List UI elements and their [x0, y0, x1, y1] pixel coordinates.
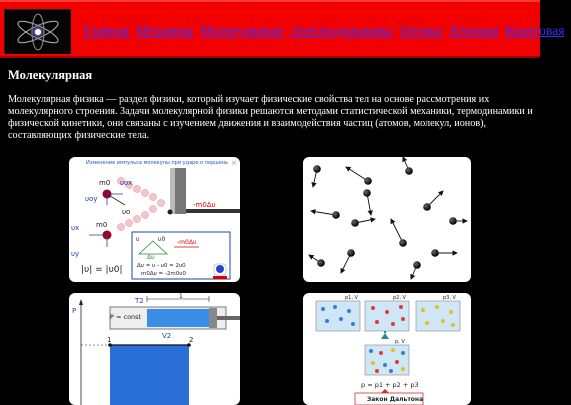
nav-link-mechanics[interactable]: Механика: [136, 23, 194, 38]
nav-link-atomic[interactable]: Атомная: [448, 23, 499, 38]
nav-link-optics[interactable]: Оптика: [399, 23, 442, 38]
dalton-equation: p = p1 + p2 + p3: [361, 381, 419, 389]
site-logo[interactable]: [4, 9, 70, 53]
vessel-2-label: p2, V: [393, 295, 406, 301]
isobaric-diagram: [69, 293, 240, 405]
mass-label-top: m0: [99, 179, 111, 187]
velocity-y-label: υy: [71, 250, 80, 258]
vector-dv-label: Δυ: [147, 254, 155, 261]
mixture-label: p, V: [395, 339, 405, 345]
main-nav: [84, 23, 571, 39]
dalton-diagram: [303, 293, 471, 405]
box-force-label: -m0Δυ: [177, 239, 197, 246]
atom-logo-icon: [5, 10, 71, 54]
equation-momentum: m0Δυ = -2m0υ0: [141, 271, 186, 277]
velocity-ox-label: υox: [120, 179, 133, 187]
pressure-const-label: P = const: [110, 313, 142, 321]
volume-label: V2: [162, 332, 172, 340]
gas-molecules-diagram: [303, 157, 471, 282]
dalton-law-label: Закон Дальтона: [367, 396, 424, 403]
intro-paragraph: Молекулярная физика — раздел физики, который изучает физические свойства тел на основе рассмотрения их молекулярного строения. Задачи молекулярной физики решаются методами статистической механики, термодинамики и физической кинетики, они связаны с изучением движения и взаимодействия частиц (атомов, молекул, ионов), составляющих физические тела.: [8, 94, 533, 141]
header-bar: [0, 0, 565, 58]
state-point-2: 2: [189, 336, 194, 344]
momentum-title: Изменение импульса молекулы при ударе о поршень: [86, 160, 229, 166]
nav-link-home[interactable]: Главная: [84, 23, 130, 38]
equation-dv: Δυ = υ - υ0 = 2υ0: [137, 263, 186, 269]
force-label: -m0Δυ: [193, 201, 216, 209]
nav-link-electrodynamics[interactable]: Электродинамика: [289, 23, 393, 38]
momentum-diagram: [69, 157, 240, 282]
vector-v0-label: υ0: [158, 236, 166, 243]
temperature-label: T2: [135, 297, 144, 305]
speed-equality: |υ| = |υ0|: [81, 265, 123, 275]
vessel-3-label: p3, V: [443, 295, 456, 301]
velocity-o-label: υo: [122, 208, 131, 216]
page-title: Молекулярная: [8, 68, 93, 82]
velocity-x-label: υx: [71, 224, 80, 232]
nav-link-quantum[interactable]: Квантовая: [505, 23, 565, 38]
thumb-momentum-diagram[interactable]: [69, 157, 240, 282]
thumb-dalton-law[interactable]: [303, 293, 471, 405]
nav-link-molecular[interactable]: Молекулярная: [200, 23, 283, 38]
thumb-isobaric-process[interactable]: [69, 293, 240, 405]
dimension-mark: 1: [179, 293, 183, 300]
vector-v-label: υ: [136, 236, 140, 243]
mass-label-bottom: m0: [96, 221, 108, 229]
vessel-1-label: p1, V: [345, 295, 358, 301]
close-icon[interactable]: ×: [231, 159, 237, 167]
play-icon[interactable]: [216, 265, 224, 273]
state-point-1: 1: [107, 336, 112, 344]
pressure-axis-label: P: [72, 307, 77, 315]
velocity-oy-label: υoy: [85, 195, 98, 203]
thumb-gas-molecules[interactable]: [303, 157, 471, 282]
